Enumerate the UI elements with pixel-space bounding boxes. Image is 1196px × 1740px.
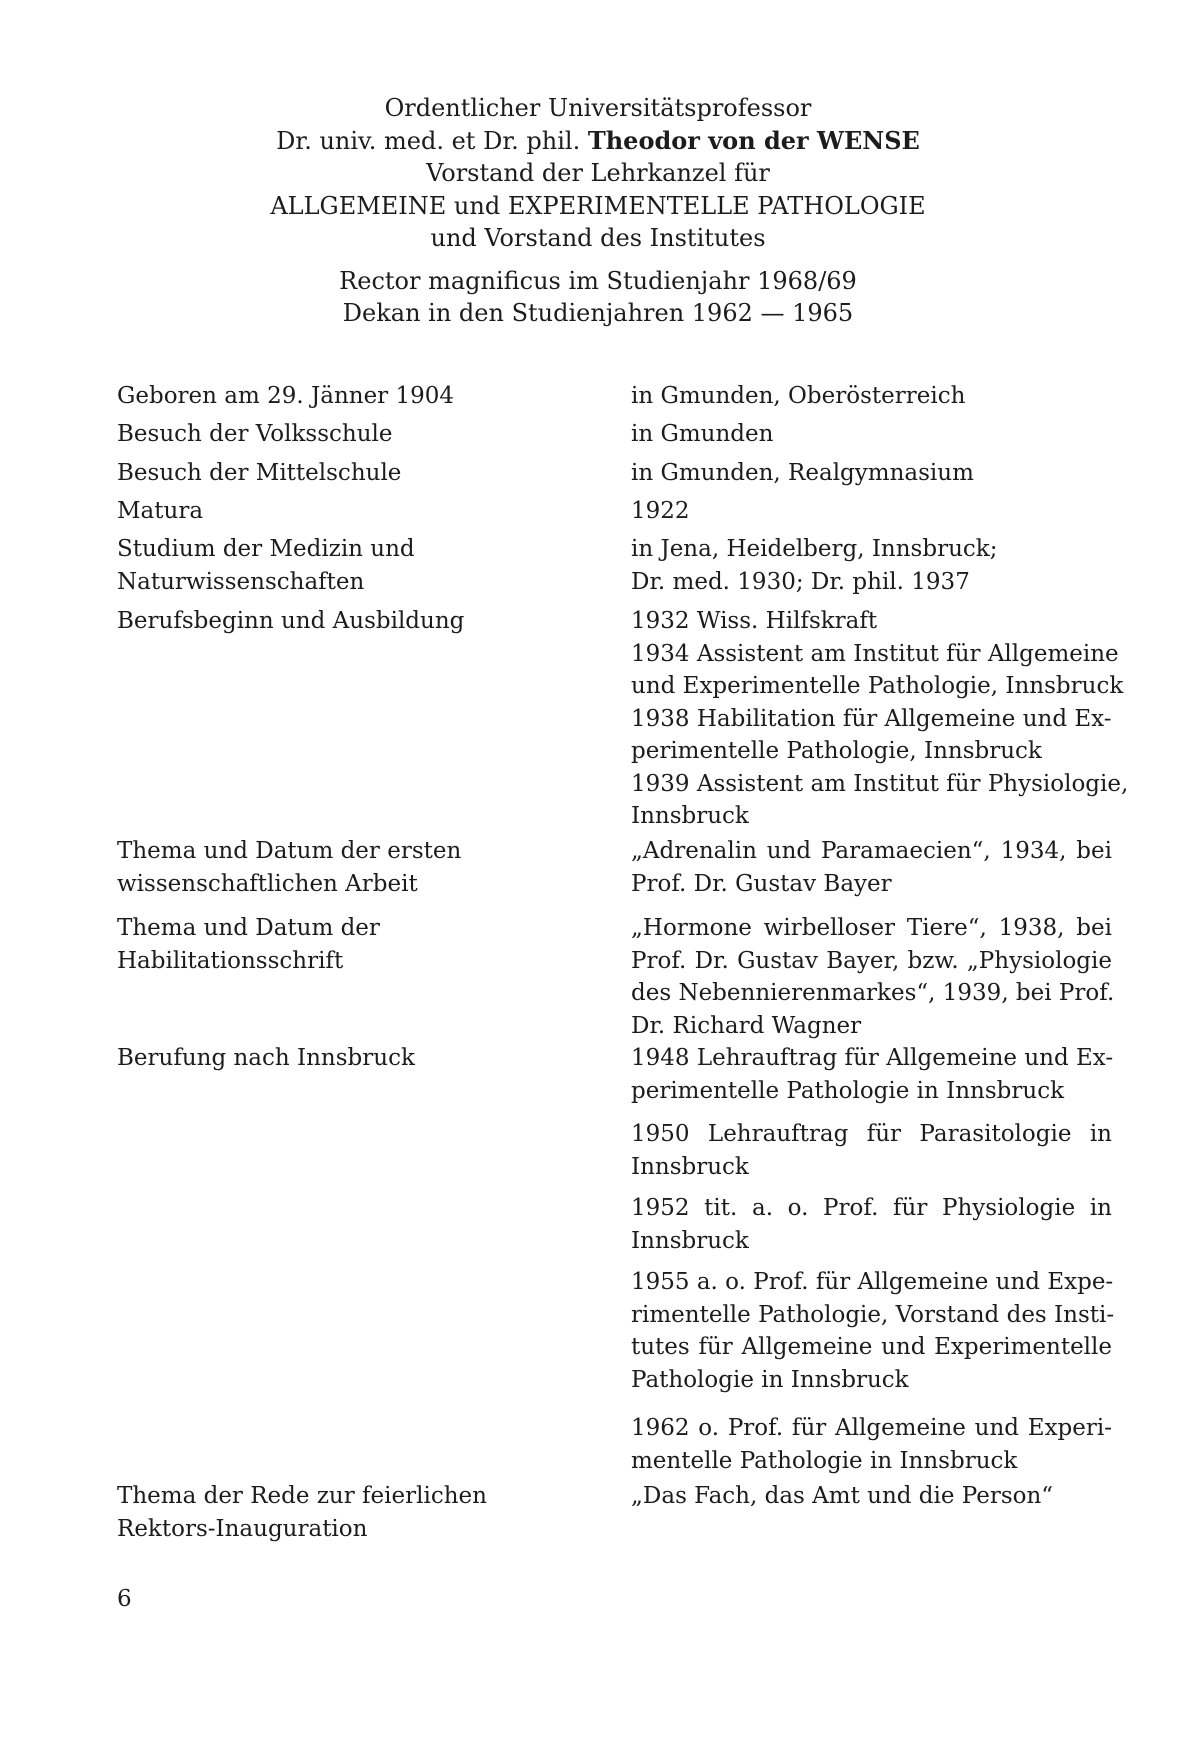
row-value-line: perimentelle Pathologie in Innsbruck <box>631 1077 1065 1104</box>
row-value-line: Prof. Dr. Gustav Bayer, bzw. „Physiologie <box>631 947 1112 974</box>
row-value <box>631 457 1112 490</box>
row-value-line: 1948 Lehrauftrag für Allgemeine und Ex- <box>631 1045 1114 1071</box>
row-label <box>117 380 497 413</box>
row-value-line: 1955 a. o. Prof. für Allgemeine und Expe- <box>631 1269 1114 1295</box>
row-value <box>631 1412 1112 1477</box>
row-value-line: Innsbruck <box>631 803 749 829</box>
row-label-line: Berufung nach Innsbruck <box>117 1045 415 1071</box>
row-value-line: 1939 Assistent am Institut für Physiologie, <box>631 770 1129 797</box>
row-label-line: Thema der Rede zur feierlichen <box>117 1483 487 1509</box>
title-rector: Rector magnificus im Studienjahr 1968/69 <box>339 266 857 295</box>
row-value <box>631 912 1115 1042</box>
row-label-line: Besuch der Mittelschule <box>117 460 402 486</box>
row-label-line: Thema und Datum der ersten <box>117 838 462 864</box>
row-value-line: 1934 Assistent am Institut für Allgemeine <box>631 640 1119 667</box>
row-value <box>631 1192 1112 1257</box>
row-value-line: in Gmunden, Realgymnasium <box>631 460 974 486</box>
row-label-line: Geboren am 29. Jänner 1904 <box>117 383 455 409</box>
page-number: 6 <box>117 1586 132 1612</box>
row-value-line: Dr. Richard Wagner <box>631 1012 862 1039</box>
row-value-line: 1938 Habilitation für Allgemeine und Ex- <box>631 705 1112 732</box>
row-value-line: rimentelle Pathologie, Vorstand des Insti- <box>631 1301 1115 1328</box>
row-value-line: in Jena, Heidelberg, Innsbruck; <box>631 536 998 562</box>
row-value-line: und Experimentelle Pathologie, Innsbruck <box>631 673 1124 699</box>
row-label-line: wissenschaftlichen Arbeit <box>117 870 418 897</box>
row-value <box>631 380 1112 413</box>
title-chair: Vorstand der Lehrkanzel für <box>426 159 770 187</box>
row-value <box>631 1118 1112 1183</box>
row-label-line: Matura <box>117 498 204 524</box>
title-rank: Ordentlicher Universitätsprofessor <box>384 94 812 122</box>
row-label <box>117 912 497 977</box>
row-label-line: Studium der Medizin und <box>117 536 415 562</box>
row-value <box>631 495 1112 528</box>
title-department: ALLGEMEINE und EXPERIMENTELLE PATHOLOGIE <box>270 191 926 220</box>
row-label-line: Rektors-Inauguration <box>117 1515 368 1542</box>
row-label-line: Thema und Datum der <box>117 915 380 941</box>
row-value <box>631 605 1129 833</box>
row-value-line: perimentelle Pathologie, Innsbruck <box>631 738 1042 764</box>
row-value-line: 1962 o. Prof. für Allgemeine und Experi- <box>631 1415 1112 1441</box>
row-value-line: in Gmunden <box>631 421 774 447</box>
row-value <box>631 1266 1115 1396</box>
row-value-line: tutes für Allgemeine und Experimentelle <box>631 1334 1112 1360</box>
row-value <box>631 533 1112 598</box>
title-block <box>0 92 1196 330</box>
row-value <box>631 1042 1112 1107</box>
professor-name: Theodor von der WENSE <box>587 125 920 155</box>
row-label-line: Naturwissenschaften <box>117 568 365 595</box>
row-value <box>631 418 1112 451</box>
row-value <box>631 1480 1112 1513</box>
row-value-line: in Gmunden, Oberösterreich <box>631 383 966 409</box>
row-value-line: Innsbruck <box>631 1227 749 1254</box>
row-value-line: 1950 Lehrauftrag für Parasitologie in <box>631 1121 1112 1147</box>
row-label-line: Habilitationsschrift <box>117 947 344 974</box>
row-value-line: „Hormone wirbelloser Tiere“, 1938, bei <box>631 915 1112 941</box>
row-label <box>117 1042 497 1075</box>
row-value-line: Dr. med. 1930; Dr. phil. 1937 <box>631 568 970 595</box>
row-label <box>117 605 497 638</box>
row-value-line: Innsbruck <box>631 1153 749 1180</box>
row-label <box>117 835 497 900</box>
row-label <box>117 495 497 528</box>
row-value-line: Prof. Dr. Gustav Bayer <box>631 870 892 897</box>
row-value-line: mentelle Pathologie in Innsbruck <box>631 1447 1018 1474</box>
title-degrees: Dr. univ. med. et Dr. phil. <box>276 126 581 155</box>
row-value-line: des Nebennierenmarkes“, 1939, bei Prof. <box>631 980 1115 1006</box>
row-label-line: Berufsbeginn und Ausbildung <box>117 608 465 634</box>
row-label-line: Besuch der Volksschule <box>117 421 393 447</box>
row-value-line: „Adrenalin und Paramaecien“, 1934, bei <box>631 838 1112 864</box>
row-value <box>631 835 1112 900</box>
row-label <box>117 418 497 451</box>
row-value-line: 1922 <box>631 498 690 524</box>
row-label <box>117 457 497 490</box>
row-label <box>117 1480 497 1545</box>
title-institute: und Vorstand des Institutes <box>430 224 766 252</box>
row-value-line: 1952 tit. a. o. Prof. für Physiologie in <box>631 1195 1112 1221</box>
row-label <box>117 533 497 598</box>
title-name-line <box>0 125 1196 158</box>
title-dean: Dekan in den Studienjahren 1962 — 1965 <box>342 299 854 327</box>
row-value-line: 1932 Wiss. Hilfskraft <box>631 608 878 634</box>
row-value-line: „Das Fach, das Amt und die Person“ <box>631 1483 1054 1509</box>
row-value-line: Pathologie in Innsbruck <box>631 1366 909 1393</box>
